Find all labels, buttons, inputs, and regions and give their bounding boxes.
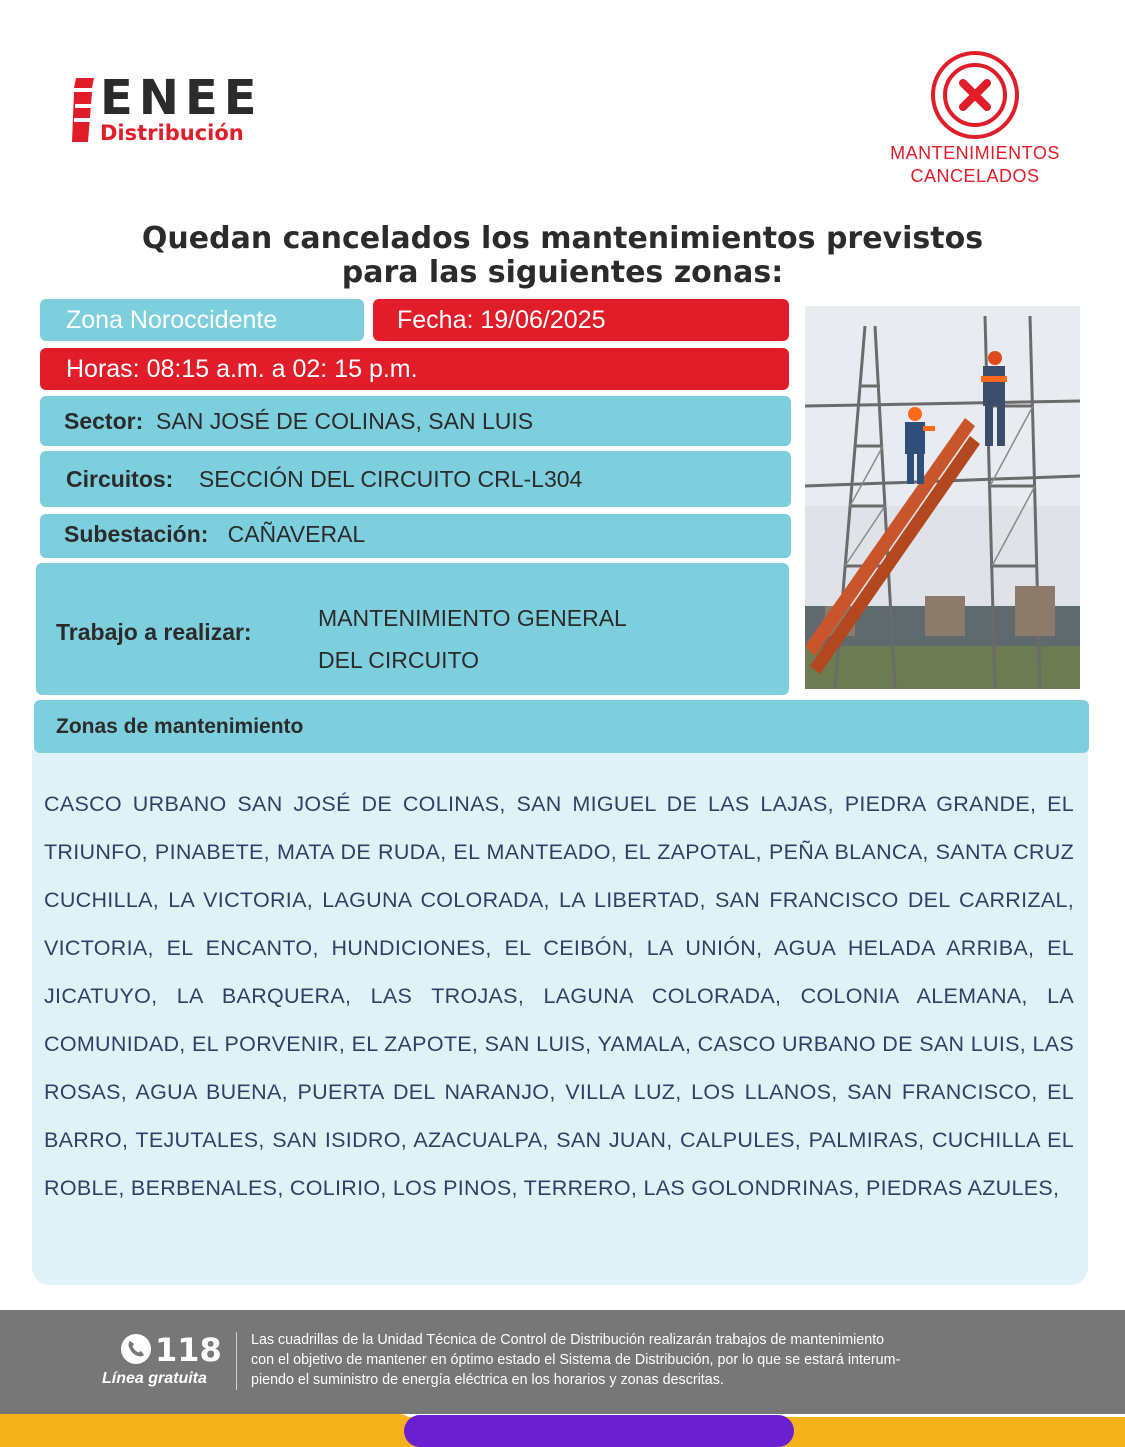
phone-label: Línea gratuita <box>102 1370 207 1387</box>
footer-line3: piendo el suministro de energía eléctrica en los horarios y zonas descritas. <box>251 1372 724 1388</box>
footer-notice <box>251 1330 1051 1390</box>
sector-row <box>40 396 791 446</box>
headline-line2: para las siguientes zonas: <box>341 255 784 290</box>
work-value-line1: MANTENIMIENTO GENERAL <box>318 605 627 631</box>
work-value-line2: DEL CIRCUITO <box>318 647 480 673</box>
zones-title: Zonas de mantenimiento <box>34 700 1089 753</box>
work-row <box>36 563 789 695</box>
circuits-row <box>40 451 791 507</box>
cancel-badge-line1: MANTENIMIENTOS <box>890 143 1060 163</box>
work-value <box>318 597 627 681</box>
substation-row <box>40 514 791 558</box>
work-label: Trabajo a realizar: <box>56 619 252 645</box>
footer-stripe-purple <box>404 1415 794 1447</box>
page-title <box>40 222 1085 290</box>
substation-value: CAÑAVERAL <box>227 521 366 547</box>
cancel-x-icon <box>930 50 1020 140</box>
footer-divider <box>236 1332 237 1390</box>
date-badge: Fecha: 19/06/2025 <box>373 299 789 341</box>
sector-value: SAN JOSÉ DE COLINAS, SAN LUIS <box>156 408 534 434</box>
cancel-badge-line2: CANCELADOS <box>910 166 1040 186</box>
footer-line2: con el objetivo de mantener en óptimo estado el Sistema de Distribución, por lo que se estará interum- <box>251 1352 901 1368</box>
substation-label: Subestación: <box>64 521 209 547</box>
zone-badge: Zona Noroccidente <box>40 299 364 341</box>
circuits-label: Circuitos: <box>66 466 174 492</box>
substation-workers-photo <box>805 306 1080 689</box>
cancel-badge-text <box>860 142 1090 188</box>
zones-list-text: CASCO URBANO SAN JOSÉ DE COLINAS, SAN MIGUEL DE LAS LAJAS, PIEDRA GRANDE, EL TRIUNFO, PINABETE, MATA DE RUDA, EL MANTEADO, EL ZAPOTAL, PEÑA BLANCA, SANTA CRUZ CUCHILLA, LA VICTORIA, LAGUNA COLORADA, LA LIBERTAD, SAN FRANCISCO DEL CARRIZAL, VICTORIA, EL ENCANTO, HUNDICIONES, EL CEIBÓN, LA UNIÓN, AGUA HELADA ARRIBA, EL JICATUYO, LA BARQUERA, LAS TROJAS, LAGUNA COLORADA, COLONIA ALEMANA, LA COMUNIDAD, EL PORVENIR, EL ZAPOTE, SAN LUIS, YAMALA, CASCO URBANO DE SAN LUIS, LAS ROSAS, AGUA BUENA, PUERTA DEL NARANJO, VILLA LUZ, LOS LLANOS, SAN FRANCISCO, EL BARRO, TEJUTALES, SAN ISIDRO, AZACUALPA, SAN JUAN, CALPULES, PALMIRAS, CUCHILLA EL ROBLE, BERBENALES, COLIRIO, LOS PINOS, TERRERO, LAS GOLONDRINAS, PIEDRAS AZULES, <box>44 792 1074 1200</box>
footer-line1: Las cuadrillas de la Unidad Técnica de Control de Distribución realizarán trabajos de mantenimiento <box>251 1332 885 1348</box>
sector-label: Sector: <box>64 408 144 434</box>
hours-badge: Horas: 08:15 a.m. a 02: 15 p.m. <box>40 348 789 390</box>
headline-line1: Quedan cancelados los mantenimientos previstos <box>141 221 984 256</box>
phone-icon <box>120 1333 152 1365</box>
brand-subtitle: Distribución <box>100 121 244 145</box>
brand-name: ENEE <box>100 70 263 126</box>
phone-number[interactable]: 118 <box>155 1331 222 1369</box>
enee-logo-mark-icon <box>72 78 94 142</box>
footer-stripe-left <box>0 1414 415 1447</box>
circuits-value: SECCIÓN DEL CIRCUITO CRL-L304 <box>198 466 583 492</box>
